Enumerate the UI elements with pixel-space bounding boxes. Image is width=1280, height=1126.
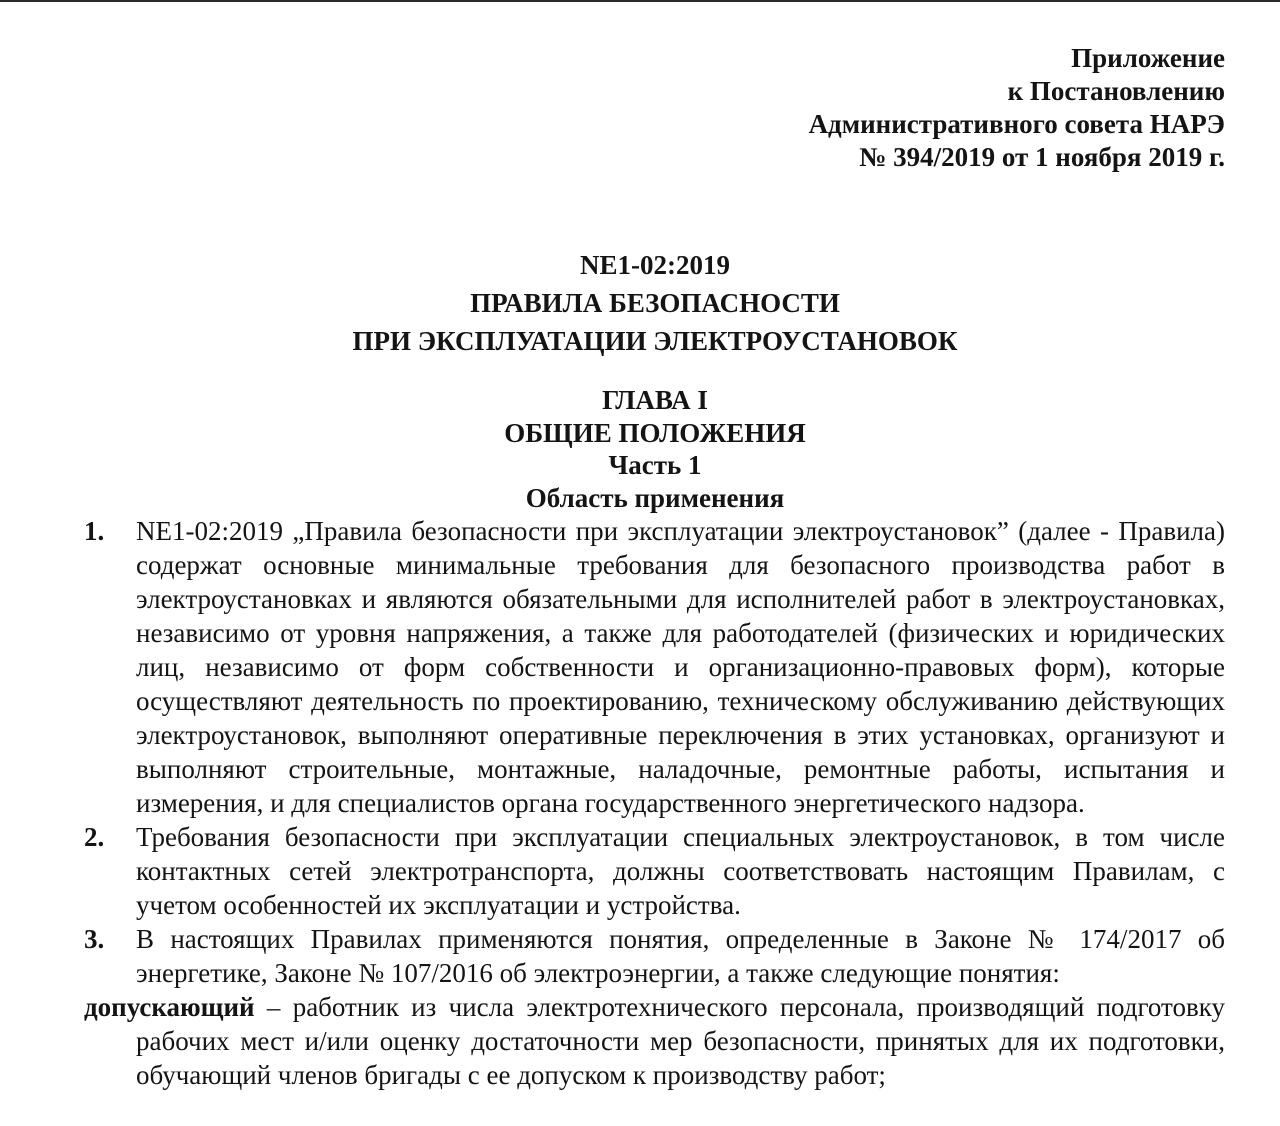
numbered-item (84, 514, 1225, 820)
part-label: Часть 1 (608, 450, 702, 480)
annex-line-2: к Постановлению (1007, 76, 1225, 106)
document-title (0, 246, 1280, 360)
numbered-item (84, 922, 1225, 990)
annex-line-3: Административного совета НАРЭ (808, 109, 1225, 139)
definition-text: – работник из числа электротехнического персонала, производящий подготовку рабочих мест и/или оценку достаточности мер безопасности, принятых для их подготовки, обучающий членов бригады с ее допуском к производству работ; (136, 992, 1225, 1090)
title-line-1: ПРАВИЛА БЕЗОПАСНОСТИ (470, 288, 840, 318)
document-body (84, 514, 1225, 1092)
annex-header (809, 42, 1225, 174)
annex-line-1: Приложение (1071, 43, 1225, 73)
chapter-label: ГЛАВА I (602, 385, 708, 415)
definition-term: допускающий (84, 992, 255, 1022)
definition-entry (84, 990, 1225, 1092)
item-text: NE1-02:2019 „Правила безопасности при эксплуатации электроустановок” (далее - Правила) содержат основные минимальные требования для безопасного производства работ в электроустановках и являются обязательными для исполнителей работ в электроустановках, независимо от уровня напряжения, а также для работодателей (физических и юридических лиц, независимо от форм собственности и организационно-правовых форм), которые осуществляют деятельность по проектированию, техническому обслуживанию действующих электроустановок, выполняют оперативные переключения в этих установках, организуют и выполняют строительные, монтажные, наладочные, ремонтные работы, испытания и измерения, и для специалистов органа государственного энергетического надзора. (136, 516, 1225, 818)
item-number: 2. (84, 822, 105, 852)
item-text: В настоящих Правилах применяются понятия, определенные в Законе № 174/2017 об энергетике, Законе № 107/2016 об электроэнергии, а также следующие понятия: (136, 924, 1225, 988)
item-text: Требования безопасности при эксплуатации специальных электроустановок, в том числе контактных сетей электротранспорта, должны соответствовать настоящим Правилам, с учетом особенностей их эксплуатации и устройства. (136, 822, 1225, 920)
item-number: 3. (84, 924, 105, 954)
title-line-2: ПРИ ЭКСПЛУАТАЦИИ ЭЛЕКТРОУСТАНОВОК (352, 326, 958, 356)
chapter-heading (0, 384, 1280, 514)
numbered-item (84, 820, 1225, 922)
part-name: Область применения (525, 482, 785, 513)
annex-line-4: № 394/2019 от 1 ноября 2019 г. (859, 142, 1225, 172)
item-number: 1. (84, 516, 105, 546)
document-code: NE1-02:2019 (580, 250, 730, 280)
chapter-name: ОБЩИЕ ПОЛОЖЕНИЯ (504, 417, 806, 448)
